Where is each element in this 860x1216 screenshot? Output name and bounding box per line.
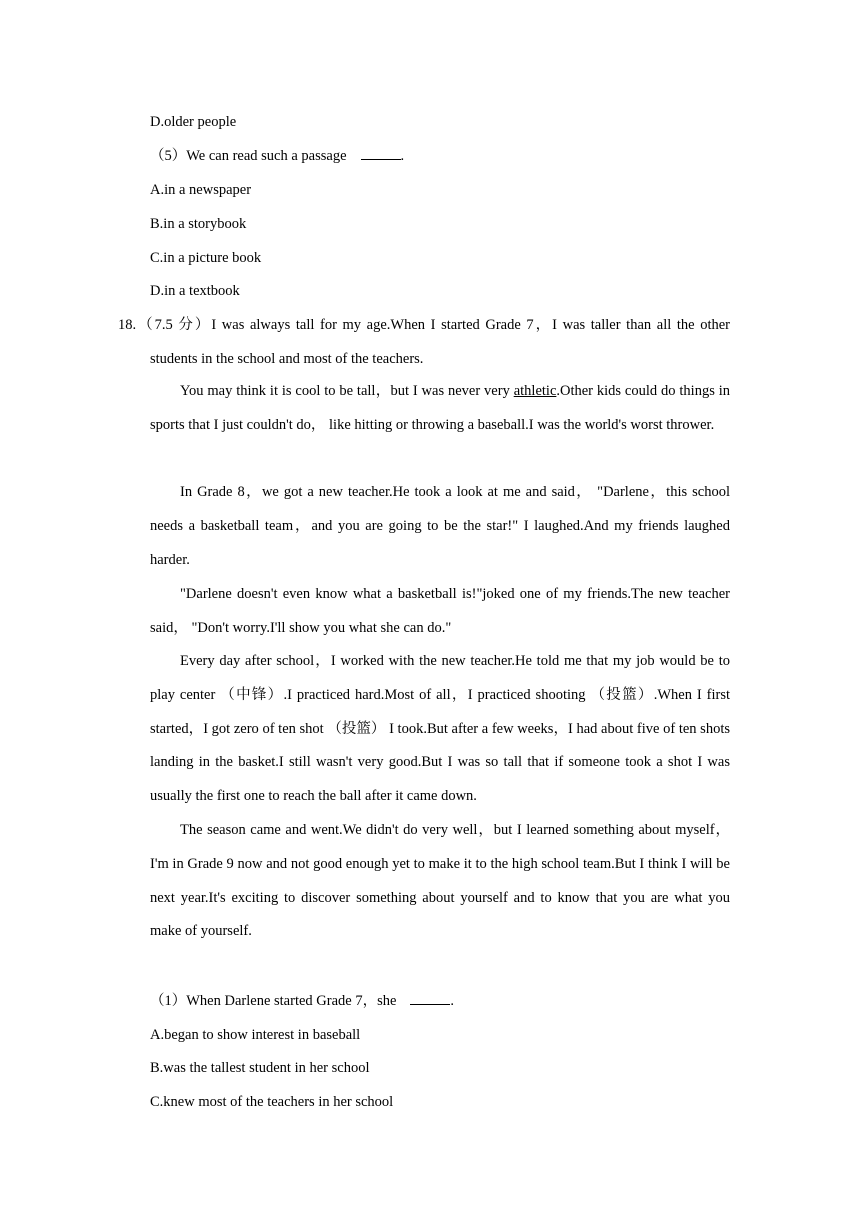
answer-blank <box>410 992 450 1005</box>
option-d-older-people: D.older people <box>150 114 237 130</box>
underlined-word-athletic: athletic <box>513 383 557 399</box>
sub-question-1-text: （1）When Darlene started Grade 7，she <box>150 993 397 1009</box>
passage-paragraph-5 <box>150 645 730 814</box>
passage-paragraph-6 <box>150 814 730 949</box>
passage-paragraph-4 <box>150 578 730 646</box>
question-18-header: 18.（7.5 分）I was always tall for my age.When I started Grade 7，I was taller than all the other <box>118 317 730 333</box>
q1-option-b: B.was the tallest student in her school <box>150 1060 370 1076</box>
answer-blank <box>361 147 401 160</box>
p6-text: The season came and went.We didn't do very well，but I learned something about myself，I'm in Grade 9 now and not good enough yet to make it to the high school team.But I think I will be next year.It's exciting to discover something about yourself and to know that you are what you make of yourself. <box>150 822 730 940</box>
sub-question-1-stem <box>150 991 454 1011</box>
p2-after: .Other kids could do things in sports that I just couldn't do， like hitting or throwing a baseball.I was the world's worst thrower. <box>150 383 730 433</box>
passage-paragraph-3 <box>150 476 730 577</box>
passage-paragraph-2 <box>150 375 730 443</box>
p5-text: Every day after school，I worked with the new teacher.He told me that my job would be to play center （中锋）.I practiced hard.Most of all，I practiced shooting （投篮）.When I first started，I got zero of ten shot （投篮） I took.But after a few weeks，I had about five of ten shots landing in the basket.I still wasn't very good.But I was so tall that if someone took a shot I was usually the first one to reach the ball after it came down. <box>150 653 730 805</box>
q5-option-d: D.in a textbook <box>150 283 240 299</box>
sub-question-1-end: . <box>450 993 455 1009</box>
question-5-end: . <box>400 148 405 164</box>
question-18-header-cont: students in the school and most of the teachers. <box>150 351 424 367</box>
p4-text: "Darlene doesn't even know what a basketball is!"joked one of my friends.The new teacher said， "Don't worry.I'll show you what she can do." <box>150 586 730 636</box>
q5-option-c: C.in a picture book <box>150 250 262 266</box>
q5-option-a: A.in a newspaper <box>150 182 252 198</box>
q1-option-a: A.began to show interest in baseball <box>150 1027 361 1043</box>
q5-option-b: B.in a storybook <box>150 216 247 232</box>
question-5-text: （5）We can read such a passage <box>150 148 347 164</box>
p2-before: You may think it is cool to be tall，but I was never very <box>180 383 514 399</box>
q1-option-c: C.knew most of the teachers in her school <box>150 1094 394 1110</box>
question-5-stem <box>150 146 404 166</box>
p3-text: In Grade 8，we got a new teacher.He took a look at me and said， "Darlene，this school needs a basketball team，and you are going to be the star!" I laughed.And my friends laughed harder. <box>150 484 730 568</box>
